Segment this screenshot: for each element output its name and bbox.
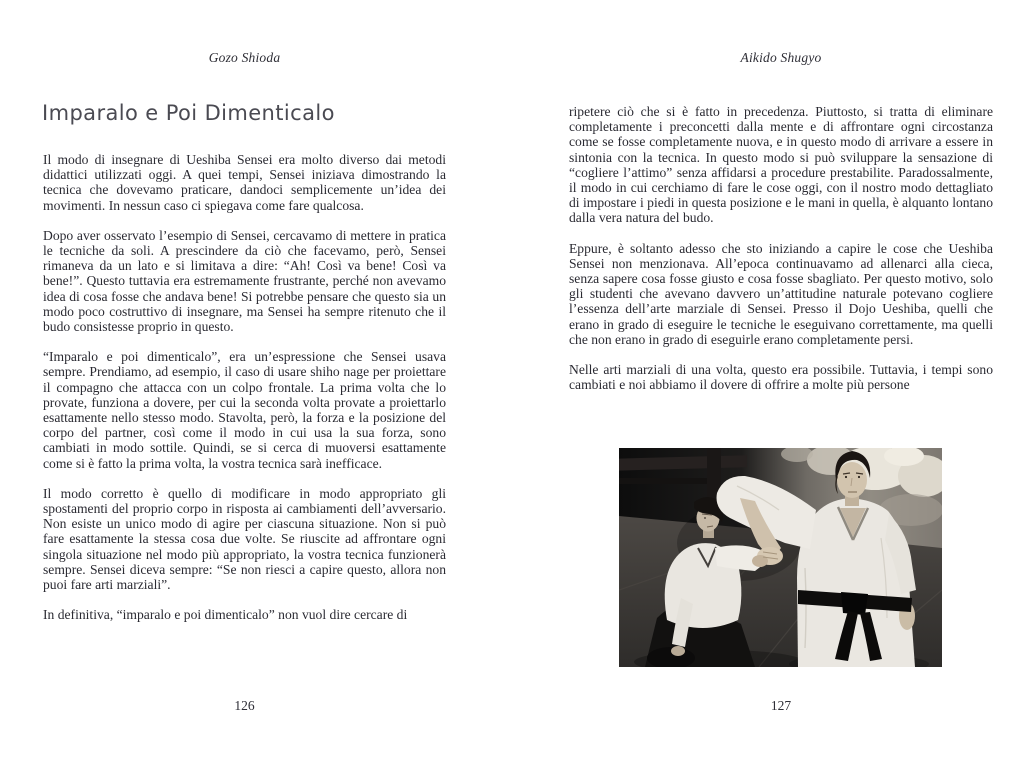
chapter-title: Imparalo e Poi Dimenticalo [42, 101, 335, 125]
page-right [512, 0, 1024, 766]
page-number-left: 126 [234, 698, 255, 713]
body-text-right [569, 104, 993, 392]
paragraph: Il modo corretto è quello di modificare in modo appropriato gli spostamenti del proprio corpo in risposta ai cambiamenti dell’avversario. Non esiste un unico modo di agire per ciascuna situazione. Non si può fare esattamente la stessa cosa due volte. Se riuscite ad affrontare ogni singola situazione nel modo più appropriato, la vostra tecnica funzionerà sempre. Sensei diceva sempre: “Se non riesci a capire questo, allora non puoi fare arti marziali”. [43, 485, 446, 593]
paragraph: Il modo di insegnare di Ueshiba Sensei era molto diverso dai metodi didattici utilizzati oggi. A quei tempi, Sensei iniziava dimostrando la tecnica che dovevamo praticare, dandoci semplicemente un’idea dei movimenti. In nessun caso ci spiegava come fare qualcosa. [43, 152, 446, 213]
paragraph: Nelle arti marziali di una volta, questo era possibile. Tuttavia, i tempi sono cambiati e noi abbiamo il dovere di offrire a molte più persone [569, 362, 993, 393]
body-text-left [43, 152, 446, 622]
aikido-photo-illustration [619, 448, 942, 667]
aikido-photo [619, 448, 942, 667]
paragraph: Eppure, è soltanto adesso che sto iniziando a capire le cose che Ueshiba Sensei non menzionava. All’epoca continuavamo ad allenarci alla cieca, senza sapere cosa fosse giusto e cosa fosse sbagliato. Per questo motivo, solo gli studenti che avevano davvero un’attitudine naturale potevano cogliere l’essenza dell’arte marziale di Sensei. Presso il Dojo Ueshiba, quelli che erano in grado di eseguire le tecniche le eseguivano correttamente, ma quelli che non erano in grado di eseguirle erano completamente persi. [569, 240, 993, 347]
paragraph: “Imparalo e poi dimenticalo”, era un’espressione che Sensei usava sempre. Prendiamo, ad esempio, il caso di usare shiho nage per proiettare il compagno che attacca con un colpo frontale. La prima volta che lo provate, funziona a dovere, per cui la seconda volta provate a proiettarlo esattamente nello stesso modo. Stavolta, però, la forza e la posizione del corpo del partner, così come il modo in cui usa la sua forza, sono cambiati in modo sottile. Quindi, se si cerca di muoversi esattamente come si è fatto la prima volta, la vostra tecnica sarà inefficace. [43, 349, 446, 471]
running-header-author: Gozo Shioda [208, 50, 281, 65]
paragraph: Dopo aver osservato l’esempio di Sensei, cercavamo di mettere in pratica le tecniche da soli. A prescindere da ciò che facevamo, però, Sensei rimaneva da un lato e si limitava a dire: “Ah! Così va bene! Così va bene!”. Questo tuttavia era estremamente frustrante, perché non avevamo idea di cosa fosse che andava bene! Si potrebbe pensare che questo sia un modo poco costruttivo di insegnare, ma Sensei ha sempre ritenuto che il budo consistesse proprio in questo. [43, 227, 446, 335]
paragraph: ripetere ciò che si è fatto in precedenza. Piuttosto, si tratta di eliminare completamente i preconcetti dalla mente e di affrontare ogni circostanza come se fosse completamente nuova, e in questo modo di arrivare a essere in sintonia con la tecnica. In questo modo si può sviluppare la sensazione di “cogliere l’attimo” senza affidarsi a procedure prestabilite. Paradossalmente, il modo in cui cerchiamo di fare le cose oggi, con il nostro modo dettagliato di impostare i piedi in questa posizione e le mani in quella, è alquanto lontano dalla vera natura del budo. [569, 104, 993, 226]
paragraph: In definitiva, “imparalo e poi dimenticalo” non vuol dire cercare di [43, 607, 408, 623]
page-number-right: 127 [770, 698, 792, 713]
running-header-book-title: Aikido Shugyo [740, 50, 822, 65]
